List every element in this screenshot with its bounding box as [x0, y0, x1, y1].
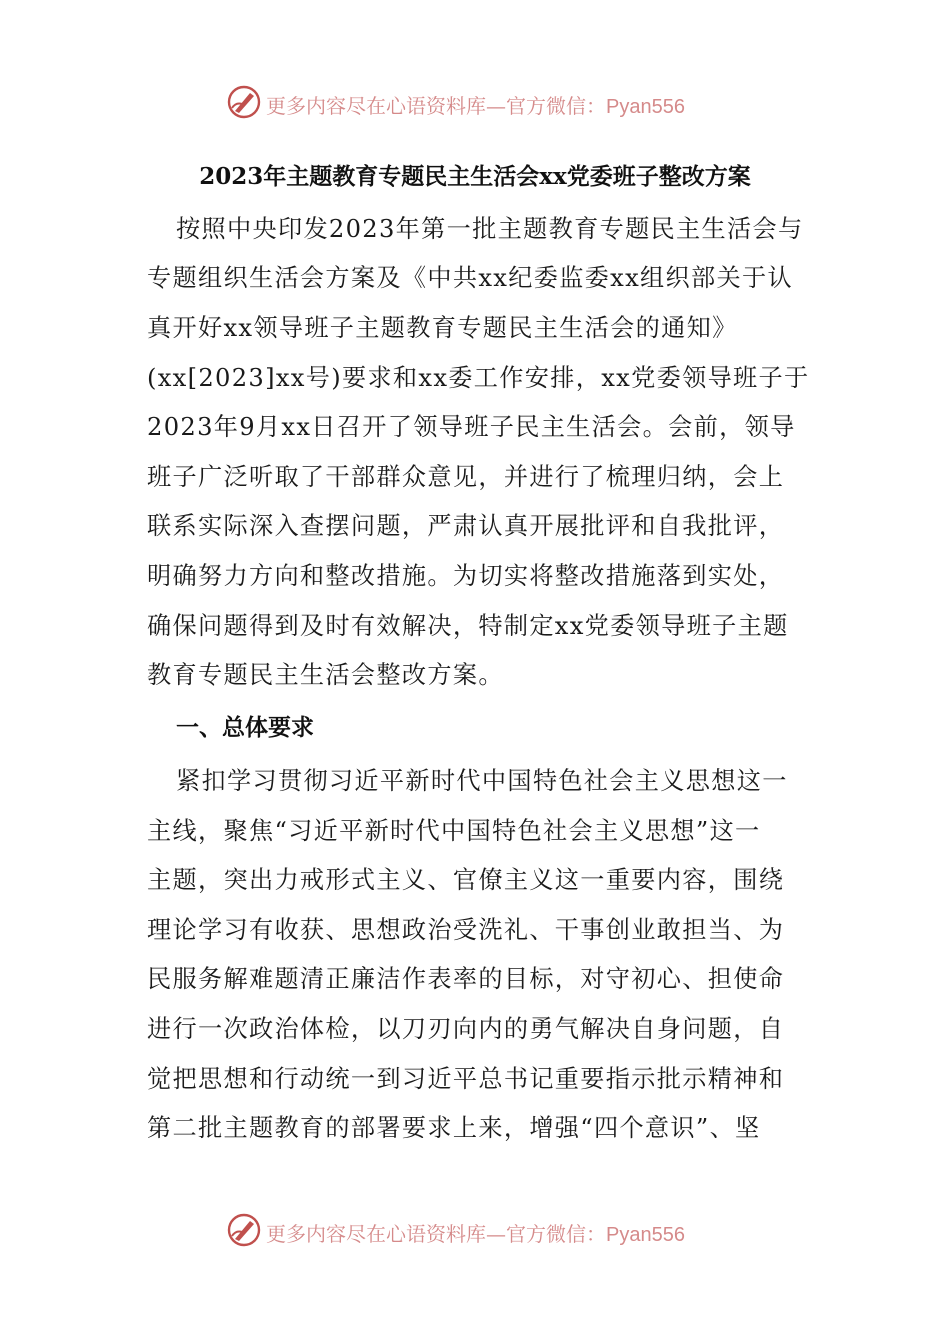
footer-banner — [0, 1208, 950, 1252]
pen-circle-logo-icon — [226, 1212, 262, 1248]
paragraph-line: 主线，聚焦“习近平新时代中国特色社会主义思想”这一 — [147, 817, 761, 845]
paragraph-line: 2023年9月xx日召开了领导班子民主生活会。会前，领导 — [147, 413, 796, 441]
banner-text — [266, 1218, 685, 1247]
paragraph-line: 确保问题得到及时有效解决，特制定xx党委领导班子主题 — [147, 612, 789, 640]
paragraph-line: 第二批主题教育的部署要求上来，增强“四个意识”、坚 — [147, 1114, 761, 1142]
banner-text — [266, 90, 685, 119]
banner-text-cn: 更多内容尽在心语资料库—官方微信： — [266, 94, 606, 118]
paragraph-line: 按照中央印发2023年第一批主题教育专题民主生活会与 — [176, 215, 804, 243]
header-banner — [0, 80, 950, 124]
banner-text-wechat-id: Pyan556 — [606, 96, 685, 118]
paragraph-line: 理论学习有收获、思想政治受洗礼、干事创业敢担当、为 — [147, 916, 785, 944]
paragraph-line: 教育专题民主生活会整改方案。 — [147, 661, 504, 689]
banner-text-wechat-id: Pyan556 — [606, 1224, 685, 1246]
paragraph-line: 觉把思想和行动统一到习近平总书记重要指示批示精神和 — [147, 1065, 785, 1093]
section-heading: 一、总体要求 — [176, 715, 314, 741]
paragraph-line: 紧扣学习贯彻习近平新时代中国特色社会主义思想这一 — [176, 767, 788, 795]
paragraph-line: 班子广泛听取了干部群众意见，并进行了梳理归纳，会上 — [147, 463, 785, 491]
document-title: 2023年主题教育专题民主生活会xx党委班子整改方案 — [199, 163, 751, 190]
pen-circle-logo-icon — [226, 84, 262, 120]
paragraph-line: 真开好xx领导班子主题教育专题民主生活会的通知》 — [147, 314, 738, 342]
paragraph-line: 联系实际深入查摆问题，严肃认真开展批评和自我批评， — [147, 512, 785, 540]
paragraph-line: 主题，突出力戒形式主义、官僚主义这一重要内容，围绕 — [147, 866, 785, 894]
paragraph-line: 专题组织生活会方案及《中共xx纪委监委xx组织部关于认 — [147, 264, 793, 292]
banner-text-cn: 更多内容尽在心语资料库—官方微信： — [266, 1222, 606, 1246]
paragraph-line: 民服务解难题清正廉洁作表率的目标，对守初心、担使命 — [147, 965, 785, 993]
paragraph-line: 明确努力方向和整改措施。为切实将整改措施落到实处， — [147, 562, 785, 590]
paragraph-line: 进行一次政治体检，以刀刃向内的勇气解决自身问题，自 — [147, 1015, 785, 1043]
paragraph-line: (xx[2023]xx号)要求和xx委工作安排，xx党委领导班子于 — [147, 364, 810, 392]
